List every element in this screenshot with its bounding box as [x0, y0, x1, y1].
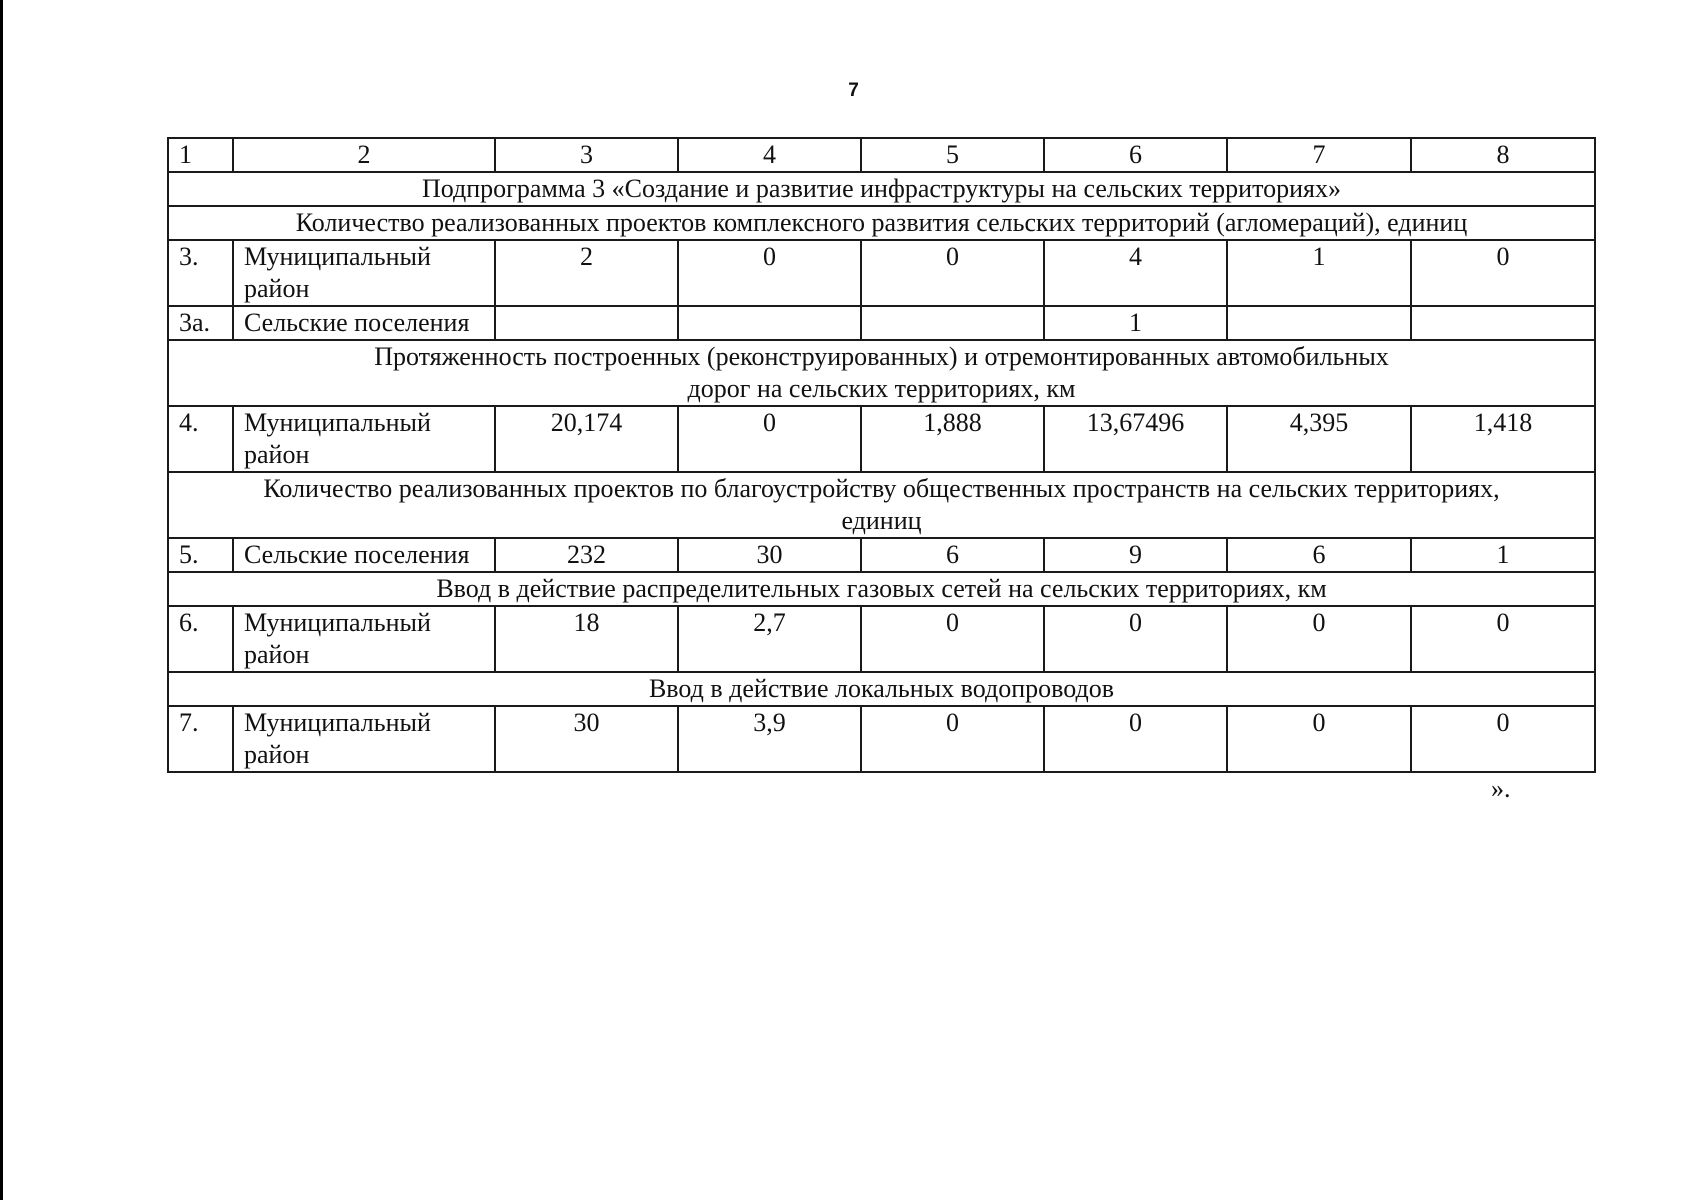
- value-cell: 0: [1411, 706, 1595, 772]
- value-cell: [495, 306, 678, 340]
- section-title-line: Ввод в действие локальных водопроводов: [648, 674, 1115, 703]
- subprogram-row: [168, 172, 1595, 206]
- territory-name: Муниципальный район: [233, 606, 495, 672]
- value-cell: 6: [861, 538, 1044, 572]
- row-index: 3а.: [168, 306, 233, 340]
- value-cell: 0: [1227, 606, 1411, 672]
- section-title: [168, 206, 1595, 240]
- value-cell: 0: [1044, 706, 1227, 772]
- territory-name: Муниципальный район: [233, 240, 495, 306]
- row-index: 4.: [168, 406, 233, 472]
- table-row: [168, 538, 1595, 572]
- value-cell: 18: [495, 606, 678, 672]
- value-cell: 3,9: [678, 706, 861, 772]
- header-cell: 2: [233, 138, 495, 172]
- table-row: [168, 606, 1595, 672]
- table-row: [168, 240, 1595, 306]
- value-cell: 1,888: [861, 406, 1044, 472]
- row-index: 5.: [168, 538, 233, 572]
- header-cell: 1: [168, 138, 233, 172]
- closing-quote: ».: [1491, 774, 1511, 803]
- scan-edge: [0, 0, 3, 1200]
- table-row: [168, 706, 1595, 772]
- header-cell: 4: [678, 138, 861, 172]
- header-cell: 6: [1044, 138, 1227, 172]
- header-cell: 5: [861, 138, 1044, 172]
- value-cell: [1227, 306, 1411, 340]
- value-cell: 0: [1227, 706, 1411, 772]
- section-title: [168, 672, 1595, 706]
- section-title: [168, 340, 1595, 406]
- page-number: 7: [848, 80, 859, 101]
- section-title-line: Протяженность построенных (реконструированных) и отремонтированных автомобильных: [374, 342, 1389, 371]
- value-cell: 0: [1411, 606, 1595, 672]
- value-cell: 0: [1411, 240, 1595, 306]
- section-title-line: Количество реализованных проектов комплексного развития сельских территорий (агломераций), единиц: [295, 208, 1468, 237]
- value-cell: 30: [678, 538, 861, 572]
- subprogram-title: Подпрограмма 3 «Создание и развитие инфраструктуры на сельских территориях»: [168, 172, 1595, 206]
- indicator-table: [167, 137, 1596, 773]
- section-title: [168, 472, 1595, 538]
- row-index: 6.: [168, 606, 233, 672]
- value-cell: 1: [1227, 240, 1411, 306]
- value-cell: 0: [678, 240, 861, 306]
- territory-name: Муниципальный район: [233, 406, 495, 472]
- value-cell: 2: [495, 240, 678, 306]
- value-cell: 6: [1227, 538, 1411, 572]
- row-index: 3.: [168, 240, 233, 306]
- value-cell: 0: [861, 606, 1044, 672]
- value-cell: 1,418: [1411, 406, 1595, 472]
- header-cell: 8: [1411, 138, 1595, 172]
- section-title-row: [168, 672, 1595, 706]
- value-cell: 0: [861, 706, 1044, 772]
- section-title-row: [168, 472, 1595, 538]
- territory-name: Сельские поселения: [233, 538, 495, 572]
- value-cell: 1: [1411, 538, 1595, 572]
- value-cell: 30: [495, 706, 678, 772]
- table-row: [168, 406, 1595, 472]
- section-title-row: [168, 340, 1595, 406]
- header-cell: 3: [495, 138, 678, 172]
- value-cell: 13,67496: [1044, 406, 1227, 472]
- value-cell: 232: [495, 538, 678, 572]
- value-cell: 0: [861, 240, 1044, 306]
- value-cell: 4,395: [1227, 406, 1411, 472]
- table-row: [168, 306, 1595, 340]
- section-title-line: Ввод в действие распределительных газовых сетей на сельских территориях, км: [436, 574, 1327, 603]
- territory-name: Муниципальный район: [233, 706, 495, 772]
- value-cell: 0: [678, 406, 861, 472]
- section-title: [168, 572, 1595, 606]
- header-cell: 7: [1227, 138, 1411, 172]
- value-cell: 0: [1044, 606, 1227, 672]
- value-cell: 20,174: [495, 406, 678, 472]
- section-title-line: дорог на сельских территориях, км: [687, 374, 1076, 403]
- section-title-line: Количество реализованных проектов по благоустройству общественных пространств на сельских территориях,: [263, 474, 1500, 503]
- value-cell: 4: [1044, 240, 1227, 306]
- value-cell: [861, 306, 1044, 340]
- value-cell: [678, 306, 861, 340]
- section-title-line: единиц: [841, 506, 922, 535]
- section-title-row: [168, 572, 1595, 606]
- row-index: 7.: [168, 706, 233, 772]
- value-cell: 2,7: [678, 606, 861, 672]
- section-title-row: [168, 206, 1595, 240]
- value-cell: 1: [1044, 306, 1227, 340]
- header-row: [168, 138, 1595, 172]
- territory-name: Сельские поселения: [233, 306, 495, 340]
- value-cell: [1411, 306, 1595, 340]
- value-cell: 9: [1044, 538, 1227, 572]
